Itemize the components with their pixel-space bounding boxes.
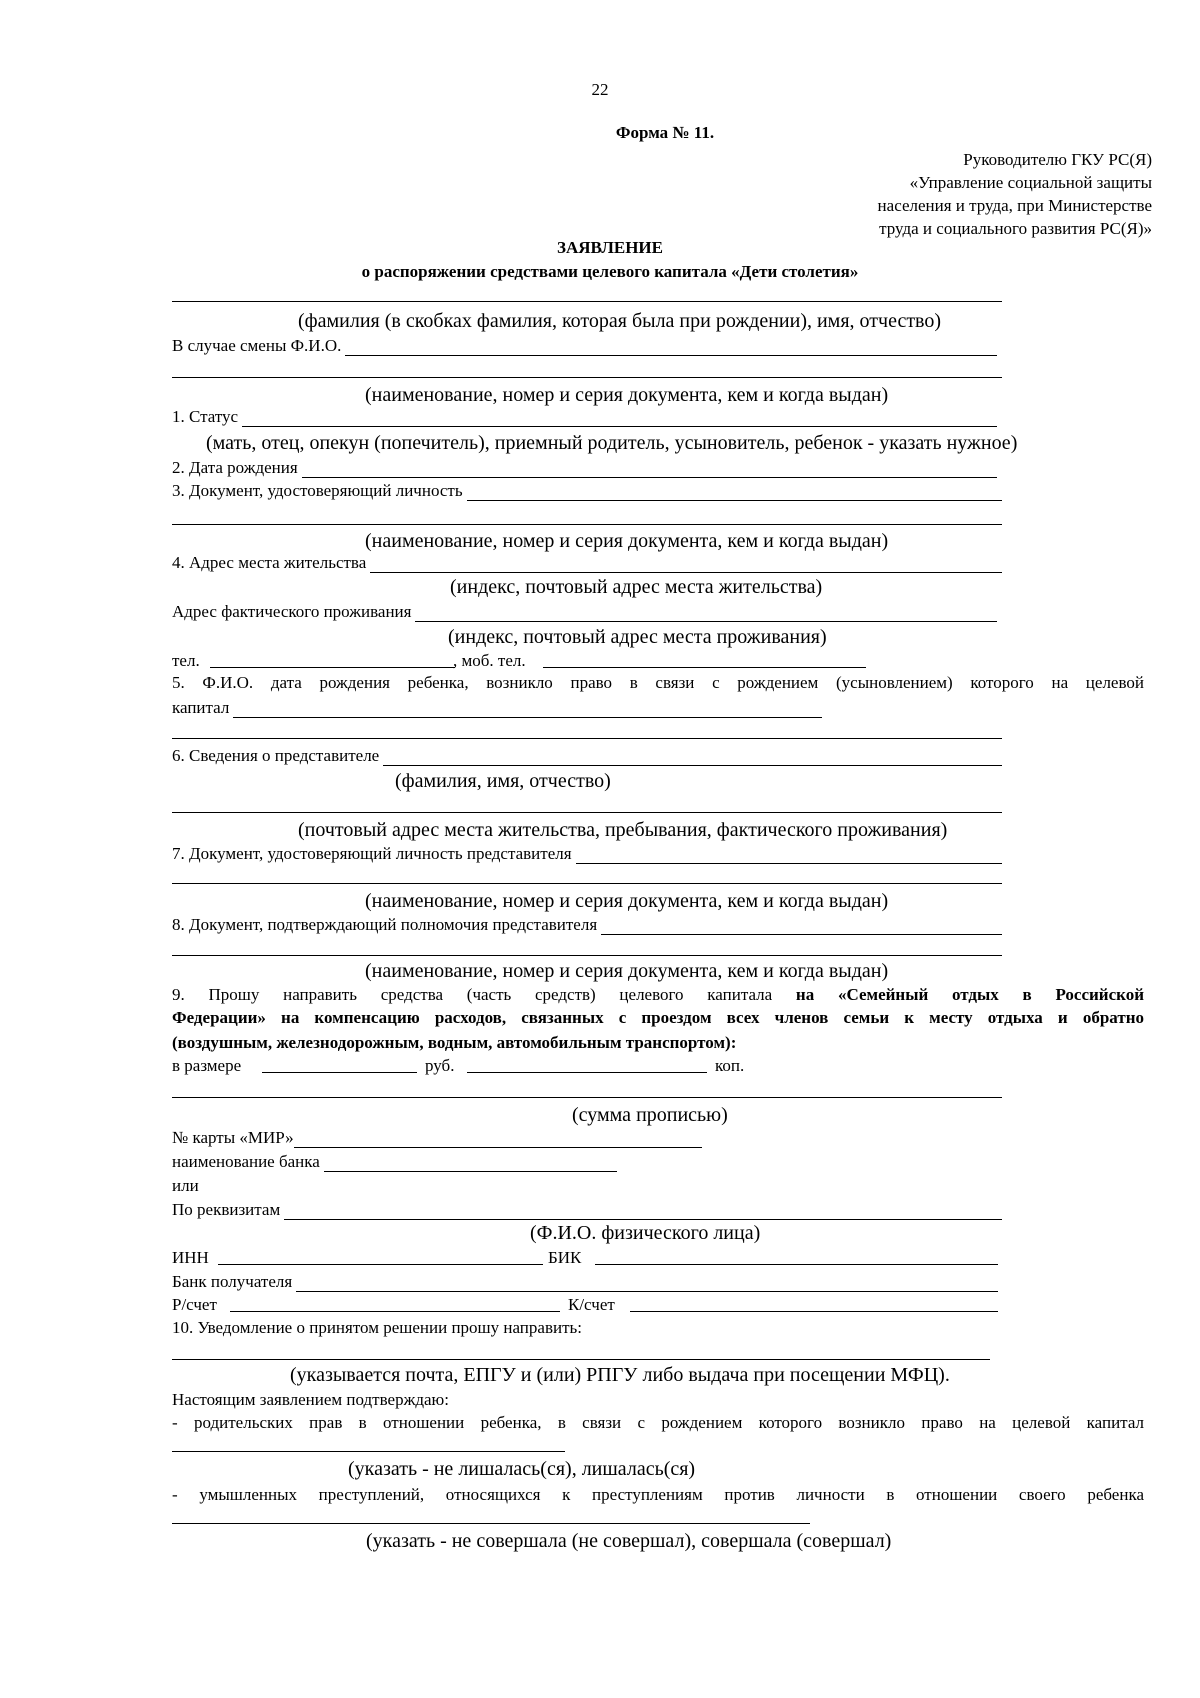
item9-line1: [172, 983, 1144, 1007]
fio-caption: (фамилия (в скобках фамилия, которая была при рождении), имя, отчество): [298, 310, 942, 332]
rep-auth-doc-line[interactable]: [601, 919, 1002, 935]
inn-label: ИНН: [172, 1248, 209, 1267]
birth-date-label: 2. Дата рождения: [172, 458, 298, 477]
name-change-doc-line[interactable]: [172, 377, 1002, 378]
account-label: Р/счет: [172, 1295, 217, 1314]
recipient-bank-label: Банк получателя: [172, 1272, 293, 1291]
rep-info-label: 6. Сведения о представителе: [172, 746, 380, 765]
fact-address-caption: (индекс, почтовый адрес места проживания): [448, 626, 827, 648]
crimes-text: - умышленных преступлений, относящихся к преступлениям против личности в отношении своего ребенка: [172, 1485, 1144, 1504]
rep-fio-caption: (фамилия, имя, отчество): [395, 770, 611, 792]
rep-auth-doc-label: 8. Документ, подтверждающий полномочия представителя: [172, 915, 598, 934]
name-change-line[interactable]: [345, 340, 997, 356]
reg-address-label: 4. Адрес места жительства: [172, 553, 367, 572]
notify-caption: (указывается почта, ЕПГУ и (или) РПГУ либо выдача при посещении МФЦ).: [290, 1364, 950, 1386]
rep-id-doc-label: 7. Документ, удостоверяющий личность представителя: [172, 844, 572, 863]
item9-bold1: на «Семейный отдых в Российской: [795, 985, 1144, 1004]
id-doc-line-2[interactable]: [172, 524, 1002, 525]
card-line[interactable]: [294, 1132, 702, 1148]
crimes-line[interactable]: [172, 1523, 810, 1524]
bank-name-line[interactable]: [324, 1156, 617, 1172]
item9-start: 9. Прошу направить средства (часть средств) целевого капитала: [172, 985, 796, 1004]
confirm-label: Настоящим заявлением подтверждаю:: [172, 1390, 449, 1409]
item9-bold2: Федерации» на компенсацию расходов, связанных с проездом всех членов семьи к месту отдыха и обратно: [172, 1008, 1144, 1027]
account-line[interactable]: [230, 1311, 560, 1312]
recipient-bank-field[interactable]: [172, 1272, 998, 1292]
amount-label: в размере: [172, 1056, 242, 1075]
card-label: № карты «МИР»: [172, 1128, 294, 1147]
bik-label: БИК: [548, 1248, 582, 1267]
document-heading: ЗАЯВЛЕНИЕ: [556, 238, 663, 257]
sum-caption: (сумма прописью): [572, 1104, 728, 1126]
rep-auth-doc-line-2[interactable]: [172, 955, 1002, 956]
mobile-line[interactable]: [543, 667, 866, 668]
rep-id-doc-line[interactable]: [576, 848, 1002, 864]
requisites-line[interactable]: [284, 1204, 1002, 1220]
fact-address-line[interactable]: [415, 606, 997, 622]
requisites-field[interactable]: [172, 1200, 1002, 1220]
name-change-field[interactable]: [172, 336, 997, 356]
page-number: 22: [591, 80, 609, 99]
doc4-caption: (наименование, номер и серия документа, кем и когда выдан): [365, 960, 889, 982]
phone-line[interactable]: [210, 667, 455, 668]
fact-address-label: Адрес фактического проживания: [172, 602, 412, 621]
addressee-line: труда и социального развития РС(Я)»: [879, 219, 1152, 238]
addressee-line: Руководителю ГКУ РС(Я): [963, 150, 1152, 169]
rights-text: - родительских прав в отношении ребенка, в связи с рождением которого возникло право на целевой капитал: [172, 1413, 1144, 1432]
child-line-2[interactable]: [172, 738, 1002, 739]
name-change-label: В случае смены Ф.И.О.: [172, 336, 342, 355]
notify-line[interactable]: [172, 1359, 990, 1360]
reg-address-field[interactable]: [172, 553, 1002, 573]
child-label: капитал: [172, 698, 230, 717]
form-title: Форма № 11.: [615, 123, 715, 142]
recipient-bank-line[interactable]: [296, 1276, 998, 1292]
bank-name-label: наименование банка: [172, 1152, 320, 1171]
addressee-line: «Управление социальной защиты: [909, 173, 1152, 192]
rep-address-line[interactable]: [172, 812, 1002, 813]
rep-address-caption: (почтовый адрес места жительства, пребывания, фактического проживания): [298, 819, 948, 841]
kop-label: коп.: [715, 1056, 745, 1075]
kop-line[interactable]: [467, 1072, 707, 1073]
status-label: 1. Статус: [172, 407, 239, 426]
rights-caption: (указать - не лишалась(ся), лишалась(ся): [348, 1458, 696, 1480]
person-caption: (Ф.И.О. физического лица): [530, 1222, 761, 1244]
reg-address-caption: (индекс, почтовый адрес места жительства): [450, 576, 823, 598]
notify-label: 10. Уведомление о принятом решении прошу направить:: [172, 1318, 582, 1337]
addressee-line: населения и труда, при Министерстве: [877, 196, 1152, 215]
id-doc-label: 3. Документ, удостоверяющий личность: [172, 481, 463, 500]
rep-info-line[interactable]: [383, 750, 1002, 766]
sum-words-line[interactable]: [172, 1097, 1002, 1098]
reg-address-line[interactable]: [370, 557, 1002, 573]
child-text: 5. Ф.И.О. дата рождения ребенка, возникло право в связи с рождением (усыновлением) которого на целевой: [172, 673, 1144, 692]
mobile-label: , моб. тел.: [453, 651, 526, 670]
rep-info-field[interactable]: [172, 746, 1002, 766]
item9-bold3: (воздушным, железнодорожным, водным, автомобильным транспортом):: [172, 1033, 737, 1052]
card-field[interactable]: [172, 1128, 702, 1148]
status-caption: (мать, отец, опекун (попечитель), приемный родитель, усыновитель, ребенок - указать нужное): [206, 432, 1018, 454]
or-label: или: [172, 1176, 199, 1195]
id-doc-field[interactable]: [172, 481, 1002, 501]
inn-line[interactable]: [218, 1264, 543, 1265]
rep-id-doc-line-2[interactable]: [172, 883, 1002, 884]
birth-date-field[interactable]: [172, 458, 997, 478]
status-line[interactable]: [242, 411, 997, 427]
rights-line[interactable]: [172, 1451, 565, 1452]
corr-account-label: К/счет: [568, 1295, 615, 1314]
status-field[interactable]: [172, 407, 997, 427]
fact-address-field[interactable]: [172, 602, 997, 622]
fio-line[interactable]: [172, 301, 1002, 302]
document-subheading: о распоряжении средствами целевого капитала «Дети столетия»: [361, 262, 859, 281]
child-line[interactable]: [233, 702, 822, 718]
child-field[interactable]: [172, 698, 822, 718]
id-doc-line[interactable]: [467, 485, 1002, 501]
addressee-block: [878, 148, 1152, 240]
doc2-caption: (наименование, номер и серия документа, кем и когда выдан): [365, 530, 889, 552]
doc1-caption: (наименование, номер и серия документа, кем и когда выдан): [365, 384, 889, 406]
rub-line[interactable]: [262, 1072, 417, 1073]
bank-name-field[interactable]: [172, 1152, 617, 1172]
phone-label: тел.: [172, 651, 200, 670]
doc3-caption: (наименование, номер и серия документа, кем и когда выдан): [365, 890, 889, 912]
birth-date-line[interactable]: [302, 462, 997, 478]
bik-line[interactable]: [595, 1264, 998, 1265]
corr-account-line[interactable]: [630, 1311, 998, 1312]
rep-id-doc-field[interactable]: [172, 844, 1002, 864]
requisites-label: По реквизитам: [172, 1200, 281, 1219]
rep-auth-doc-field[interactable]: [172, 915, 1002, 935]
rub-label: руб.: [425, 1056, 455, 1075]
crimes-caption: (указать - не совершала (не совершал), совершала (совершал): [366, 1530, 892, 1552]
